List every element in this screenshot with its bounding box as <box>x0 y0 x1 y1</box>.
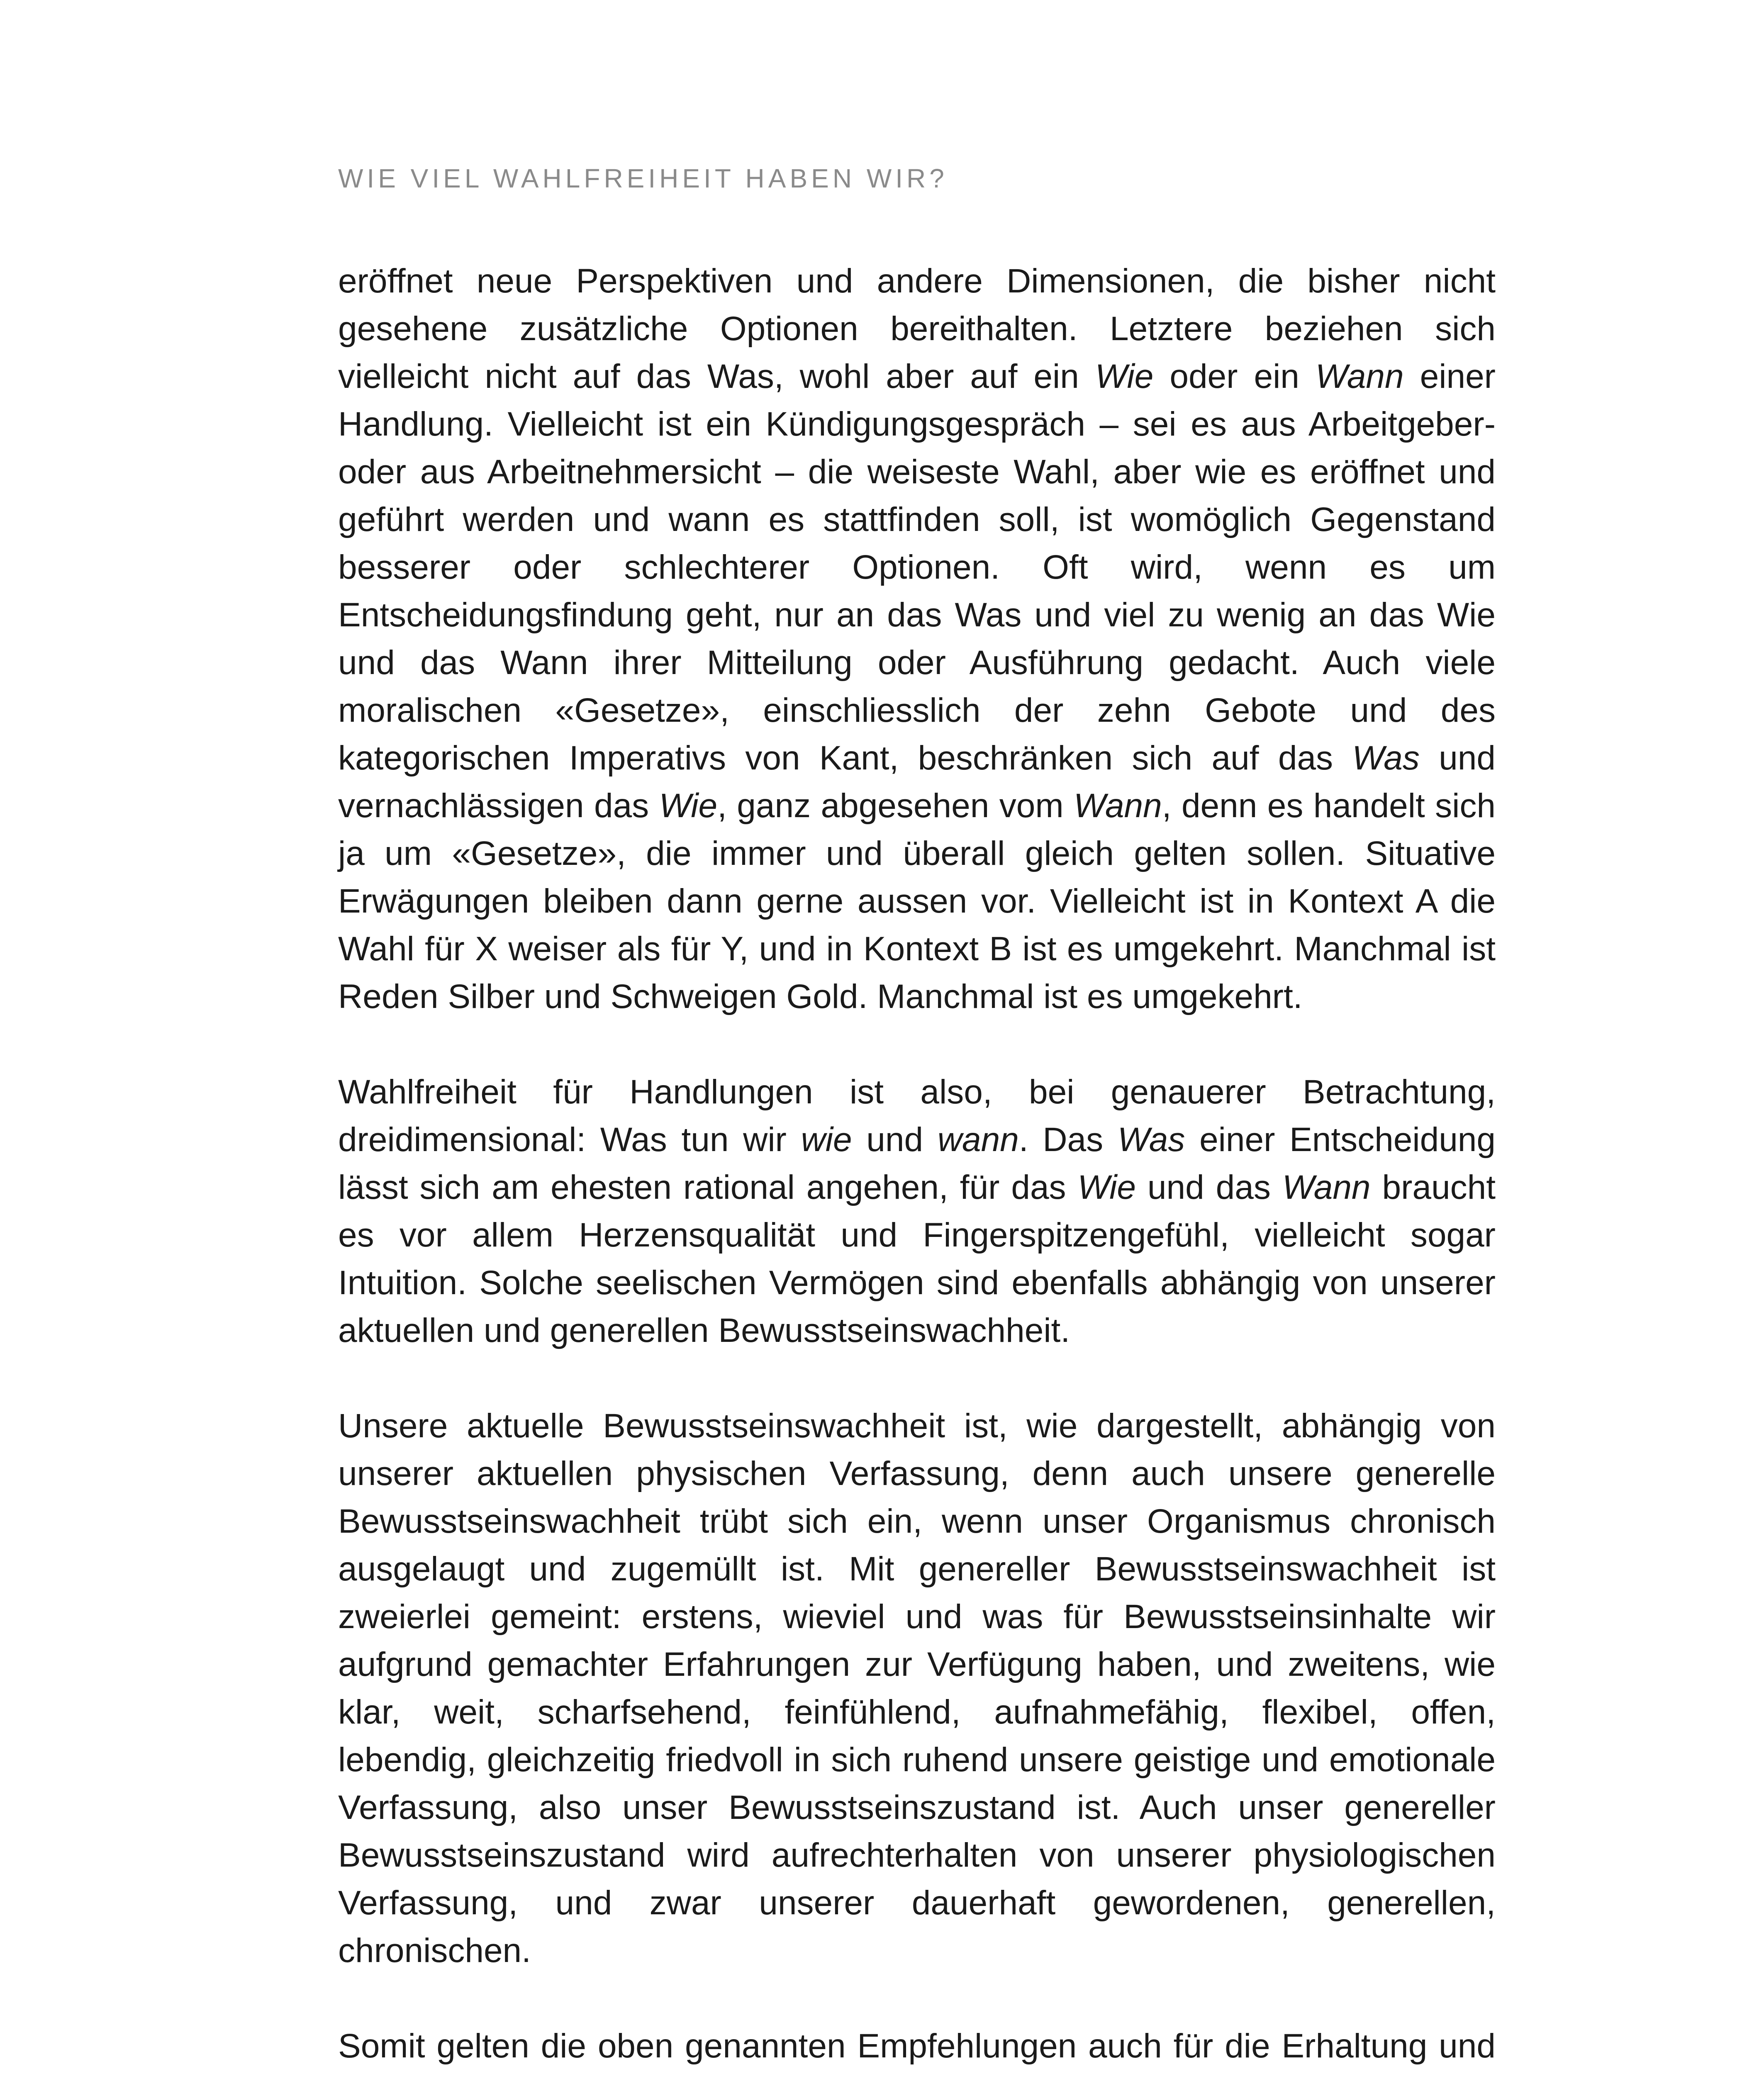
running-head: WIE VIEL WAHLFREIHEIT HABEN WIR? <box>338 163 948 193</box>
body-text <box>338 257 1496 2074</box>
text-run: Unsere aktuelle Bewusstseinswachheit ist, wie dargestellt, abhängig von unserer aktuellen physischen Verfassung, denn auch unsere generelle Bewusstseinswachheit trübt sich ein, wenn unser Organismus chronisch ausgelaugt und zugemüllt ist. Mit genereller Bewusstseinswachheit ist zweierlei gemeint: erstens, wieviel und was für Bewusstseinsinhalte wir aufgrund gemachter Erfahrungen zur Verfügung haben, und zweitens, wie klar, weit, scharfsehend, feinfühlend, aufnahmefähig, flexibel, offen, lebendig, gleichzeitig friedvoll in sich ruhend unsere geistige und emotionale Verfassung, also unser Bewusstseinszustand ist. Auch unser genereller Bewusstseinszustand wird aufrechterhalten von unserer physiologischen Verfassung, und zwar unserer dauerhaft gewordenen, generellen, chronischen. <box>338 1407 1496 1969</box>
text-run: Wahlfreiheit für Handlungen ist also, bei genauerer Betrachtung, dreidimensional: Was tun wir <box>338 1073 1496 1159</box>
italic-run: Was <box>1352 739 1420 777</box>
text-run: Somit gelten die oben genannten Empfehlungen auch für die Erhaltung und <box>338 2027 1496 2065</box>
text-run: eröffnet neue Perspektiven und andere Dimensionen, die bisher nicht gesehene zusätzliche Optionen bereithalten. Letztere beziehen sich vielleicht nicht auf das Was, wohl aber auf ein <box>338 262 1496 395</box>
text-run: , denn es handelt sich ja um «Gesetze», die immer und überall gleich gelten sollen. Situative Erwägungen bleiben dann gerne aussen vor. Vielleicht ist in Kontext A die Wahl für X weiser als für Y, und in Kontext B ist es umgekehrt. Manchmal ist Reden Silber und Schweigen Gold. Manchmal ist es umgekehrt. <box>338 787 1496 1015</box>
text-run: . Das <box>1018 1121 1118 1159</box>
text-run: oder ein <box>1153 358 1316 395</box>
italic-run: Was <box>1117 1121 1185 1159</box>
italic-run: Wie <box>659 787 718 825</box>
italic-run: Wie <box>1095 358 1154 395</box>
paragraph-2 <box>338 1068 1496 1354</box>
italic-run: Wie <box>1077 1168 1136 1206</box>
text-run: und vernachlässigen das <box>338 739 1496 825</box>
paragraph-4 <box>338 2022 1496 2074</box>
text-run: , ganz abgesehen vom <box>717 787 1074 825</box>
paragraph-1 <box>338 257 1496 1020</box>
italic-run: wie <box>801 1121 852 1159</box>
text-run: und <box>852 1121 938 1159</box>
paragraph-3 <box>338 1402 1496 1974</box>
text-run: einer Entscheidung lässt sich am ehesten rational angehen, für das <box>338 1121 1496 1206</box>
italic-run: Wann <box>1315 358 1404 395</box>
italic-run: wann <box>937 1121 1019 1159</box>
text-run: und das <box>1135 1168 1282 1206</box>
italic-run: Wann <box>1282 1168 1371 1206</box>
italic-run: Wann <box>1074 787 1162 825</box>
text-run: einer Handlung. Vielleicht ist ein Kündigungsgespräch – sei es aus Arbeitgeber- oder aus Arbeitnehmersicht – die weiseste Wahl, aber wie es eröffnet und geführt werden und wann es stattfinden soll, ist womöglich Gegenstand besserer oder schlechterer Optionen. Oft wird, wenn es um Entscheidungsfindung geht, nur an das Was und viel zu wenig an das Wie und das Wann ihrer Mitteilung oder Ausführung gedacht. Auch viele moralischen «Gesetze», einschliesslich der zehn Gebote und des kategorischen Imperativs von Kant, beschränken sich auf das <box>338 358 1496 777</box>
text-run: braucht es vor allem Herzensqualität und Fingerspitzengefühl, vielleicht sogar Intuition. Solche seelischen Vermögen sind ebenfalls abhängig von unserer aktuellen und generellen Bewusstseinswachheit. <box>338 1168 1496 1349</box>
